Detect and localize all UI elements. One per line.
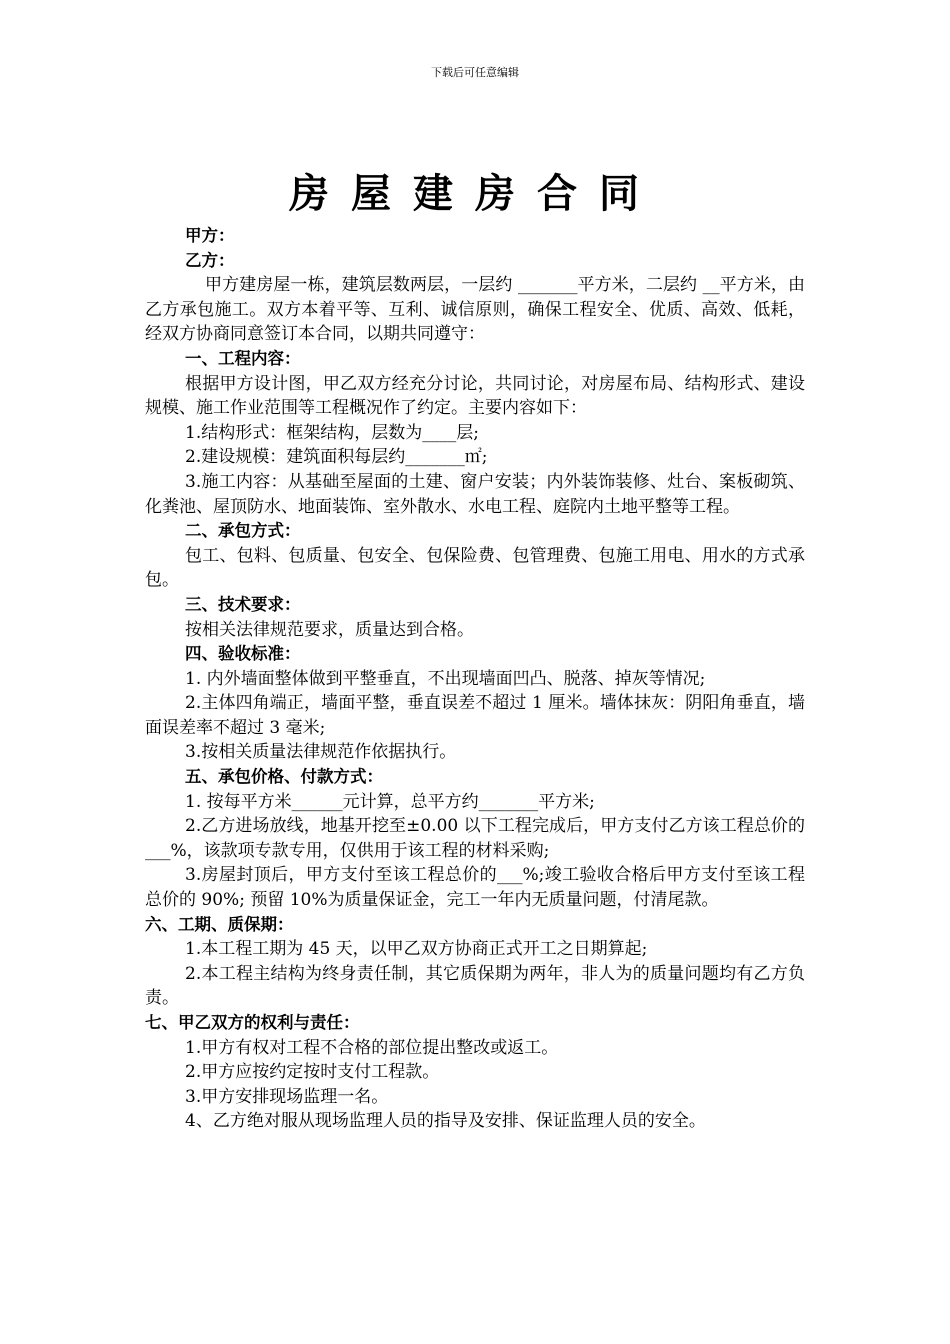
- section-1-item-2: 2.建设规模：建筑面积每层约_______㎡;: [185, 447, 488, 468]
- section-heading-6: 六、工期、质保期：: [145, 914, 294, 934]
- section-7-item-1: 1.甲方有权对工程不合格的部位提出整改或返工。: [185, 1037, 559, 1058]
- section-1-item-1: 1.结构形式：框架结构，层数为____层;: [185, 422, 479, 443]
- section-heading-2: 二、承包方式：: [185, 521, 301, 541]
- section-7-item-2: 2.甲方应按约定按时支付工程款。: [185, 1062, 440, 1083]
- section-1-item-3: 3.施工内容：从基础至屋面的土建、窗户安装；内外装饰装修、灶台、案板砌筑、化粪池、屋顶防水、地面装饰、室外散水、水电工程、庭院内土地平整等工程。: [145, 471, 805, 517]
- section-4-item-2: 2.主体四角端正，墙面平整，垂直误差不超过 1 厘米。墙体抹灰：阴阳角垂直，墙面误差率不超过 3 毫米;: [145, 693, 805, 738]
- section-heading-5: 五、承包价格、付款方式：: [185, 767, 383, 787]
- section-heading-7: 七、甲乙双方的权利与责任：: [145, 1013, 360, 1032]
- party-a-label: 甲方：: [185, 226, 235, 245]
- document-title: 房屋建房合同: [289, 171, 661, 217]
- section-5-item-2: 2.乙方进场放线，地基开挖至±0.00 以下工程完成后，甲方支付乙方该工程总价的___%，该款项专款专用，仅供用于该工程的材料采购;: [145, 816, 805, 861]
- header-note: 下载后可任意编辑: [431, 66, 519, 79]
- section-1-paragraph: 根据甲方设计图，甲乙双方经充分讨论，共同讨论，对房屋布局、结构形式、建设规模、施工作业范围等工程概况作了约定。主要内容如下：: [145, 373, 805, 419]
- section-heading-1: 一、工程内容：: [185, 348, 301, 368]
- party-b-label: 乙方：: [185, 250, 235, 270]
- section-7-item-4: 4、乙方绝对服从现场监理人员的指导及安排、保证监理人员的安全。: [185, 1111, 706, 1132]
- section-6-item-2: 2.本工程主结构为终身责任制，其它质保期为两年，非人为的质量问题均有乙方负责。: [145, 963, 805, 1009]
- section-6-item-1: 1.本工程工期为 45 天，以甲乙双方协商正式开工之日期算起;: [185, 939, 648, 960]
- section-heading-3: 三、技术要求：: [185, 594, 301, 614]
- section-5-item-3: 3.房屋封顶后，甲方支付至该工程总价的___%;竣工验收合格后甲方支付至该工程总价的 90%; 预留 10%为质量保证金，完工一年内无质量问题，付清尾款。: [145, 865, 805, 911]
- contract-body: [145, 224, 805, 1134]
- section-7-item-3: 3.甲方安排现场监理一名。: [185, 1086, 389, 1107]
- intro-paragraph: 甲方建房屋一栋，建筑层数两层，一层约 _______平方米，二层约 __平方米，由乙方承包施工。双方本着平等、互利、诚信原则，确保工程安全、优质、高效、低耗，经双方协商同意签订本合同，以期共同遵守：: [145, 275, 805, 345]
- section-heading-4: 四、验收标准：: [185, 644, 301, 664]
- section-4-item-1: 1. 内外墙面整体做到平整垂直，不出现墙面凹凸、脱落、掉灰等情况;: [185, 668, 706, 689]
- section-4-item-3: 3.按相关质量法律规范作依据执行。: [185, 742, 457, 763]
- section-2-paragraph: 包工、包料、包质量、包安全、包保险费、包管理费、包施工用电、用水的方式承包。: [145, 545, 805, 591]
- section-3-paragraph: 按相关法律规范要求，质量达到合格。: [185, 619, 474, 640]
- section-5-item-1: 1. 按每平方米______元计算，总平方约_______平方米;: [185, 791, 595, 812]
